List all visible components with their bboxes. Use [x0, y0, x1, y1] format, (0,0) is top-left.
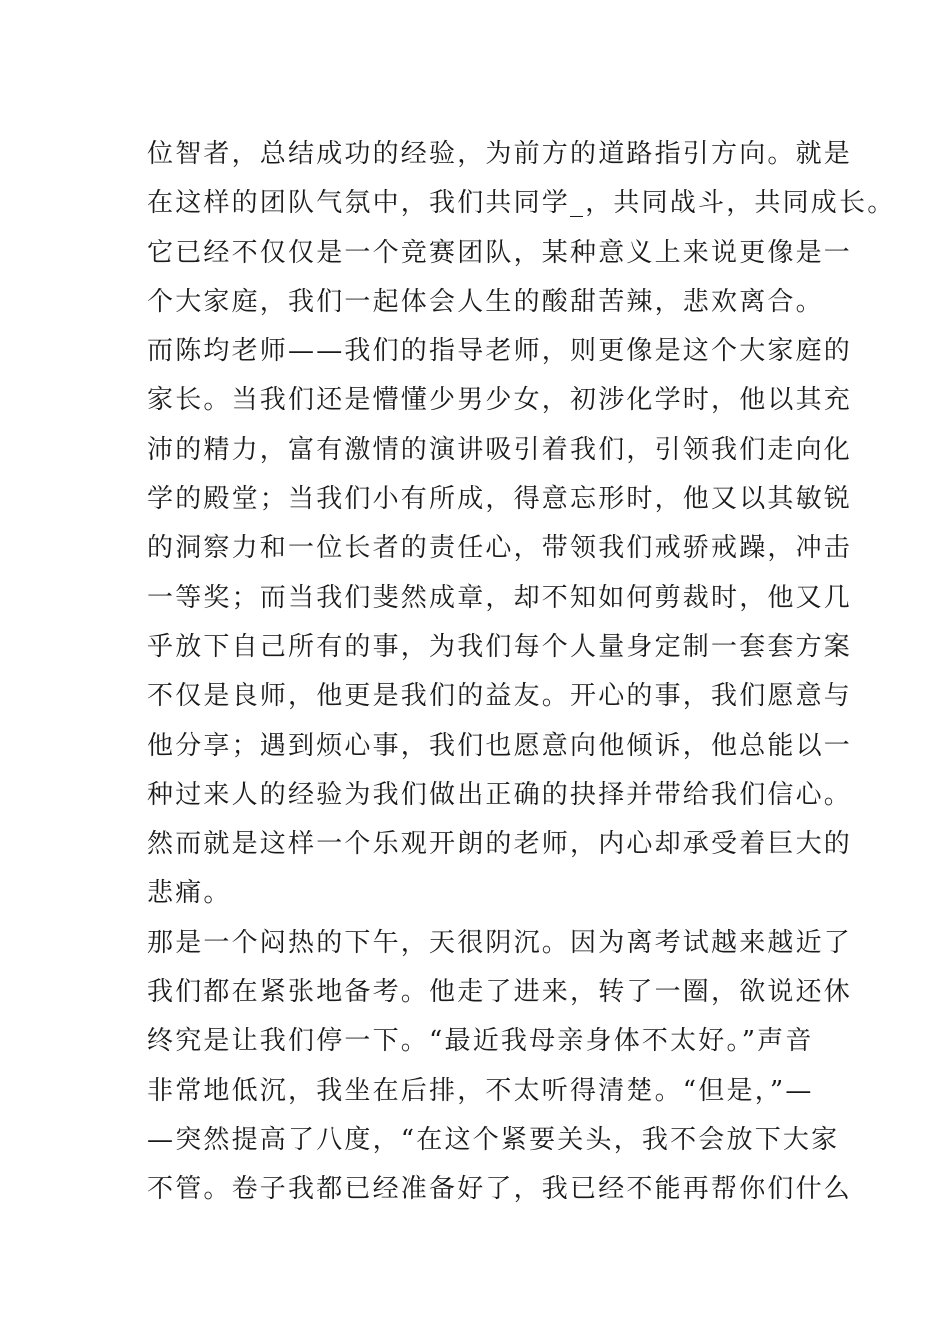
text-line: 那是一个闷热的下午，天很阴沉。因为离考试越来越近了 — [147, 927, 853, 958]
text-line: 一等奖；而当我们斐然成章，却不知如何剪裁时，他又几 — [147, 582, 853, 613]
text-line: 它已经不仅仅是一个竞赛团队，某种意义上来说更像是一 — [147, 237, 853, 268]
text-line: 位智者，总结成功的经验，为前方的道路指引方向。就是 — [147, 139, 853, 169]
text-line: 悲痛。 — [147, 878, 232, 909]
text-line: 沛的精力，富有激情的演讲吸引着我们，引领我们走向化 — [147, 434, 853, 465]
text-line: 的洞察力和一位长者的责任心，带领我们戒骄戒躁，冲击 — [147, 533, 853, 564]
text-line: 我们都在紧张地备考。他走了进来，转了一圈，欲说还休 — [147, 977, 853, 1008]
body-text — [147, 130, 896, 1215]
text-line: 个大家庭，我们一起体会人生的酸甜苦辣，悲欢离合。 — [147, 286, 824, 317]
text-line: 然而就是这样一个乐观开朗的老师，内心却承受着巨大的 — [147, 829, 853, 860]
text-line: 不管。卷子我都已经准备好了，我已经不能再帮你们什么 — [147, 1174, 853, 1205]
text-line: 种过来人的经验为我们做出正确的抉择并带给我们信心。 — [147, 779, 853, 810]
text-line: 而陈均老师——我们的指导老师，则更像是这个大家庭的 — [147, 336, 853, 367]
text-line: 乎放下自己所有的事，为我们每个人量身定制一套套方案 — [147, 631, 853, 662]
text-line: 终究是让我们停一下。“最近我母亲身体不太好。”声音 — [147, 1026, 814, 1057]
text-line: 学的殿堂；当我们小有所成，得意忘形时，他又以其敏锐 — [147, 484, 853, 515]
text-line: —突然提高了八度，“在这个紧要关头，我不会放下大家 — [147, 1124, 840, 1155]
text-line: 在这样的团队气氛中，我们共同学_，共同战斗，共同成长。 — [147, 188, 896, 219]
text-line: 家长。当我们还是懵懂少男少女，初涉化学时，他以其充 — [147, 385, 853, 416]
text-line: 非常地低沉，我坐在后排，不太听得清楚。“但是，”— — [147, 1075, 814, 1106]
text-line: 不仅是良师，他更是我们的益友。开心的事，我们愿意与 — [147, 681, 853, 712]
text-line: 他分享；遇到烦心事，我们也愿意向他倾诉，他总能以一 — [147, 730, 853, 761]
